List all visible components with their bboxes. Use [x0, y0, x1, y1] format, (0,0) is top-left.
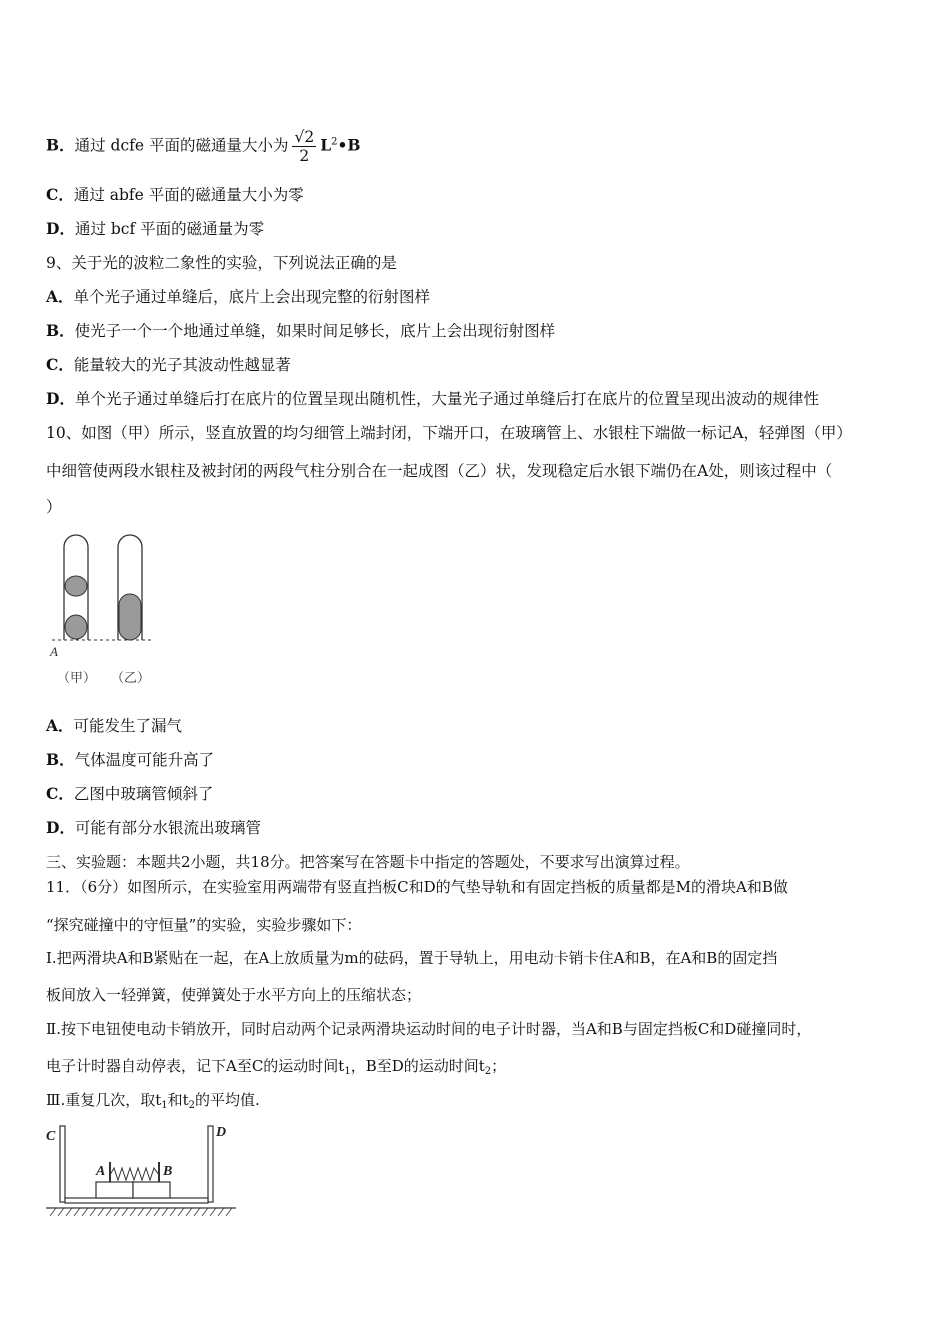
label-d: D — [216, 1125, 227, 1140]
fraction-sqrt2-over-2: $\frac{√2}{2}$ — [294, 128, 315, 165]
q11-step1-line2: 板间放入一轻弹簧，使弹簧处于水平方向上的压缩状态； — [46, 986, 422, 1004]
q10-stem-line1: 10、如图（甲）所示，竖直放置的均匀细管上端封闭，下端开口，在玻璃管上、水银柱下端做一标记A，轻弹图（甲） — [46, 424, 852, 442]
label-b-slider: B — [163, 1164, 173, 1179]
mercury-column-lower — [65, 615, 87, 639]
q10-option-a: A．可能发生了漏气 — [46, 716, 183, 735]
mercury-column-upper — [65, 576, 87, 596]
q11-step3: Ⅲ.重复几次，取$t_1$和$t_2$的平均值. — [46, 1091, 260, 1111]
baffle-c — [60, 1126, 65, 1202]
ground-hatch — [50, 1208, 232, 1216]
q10-stem-line2: 中细管使两段水银柱及被封闭的两段气柱分别合在一起成图（乙）状，发现稳定后水银下端仍在A处，则该过程中（ — [46, 462, 833, 480]
q9-stem: 9、关于光的波粒二象性的实验，下列说法正确的是 — [46, 254, 397, 272]
mercury-column-merged — [119, 594, 141, 640]
label-a-slider: A — [96, 1164, 106, 1179]
q10-option-b: B．气体温度可能升高了 — [46, 750, 215, 769]
label-c: C — [46, 1129, 56, 1144]
q9-option-a: A．单个光子通过单缝后，底片上会出现完整的衍射图样 — [46, 287, 431, 306]
q11-step1-line1: Ⅰ.把两滑块A和B紧贴在一起，在A上放质量为m的砝码，置于导轨上，用电动卡销卡住A和B，在A和B的固定挡 — [46, 949, 778, 967]
q10-option-d: D．可能有部分水银流出玻璃管 — [46, 818, 261, 837]
option-label: B． — [46, 135, 75, 155]
q8-option-d: D．通过 bcf 平面的磁通量为零 — [46, 219, 265, 238]
q11-step2-line1: Ⅱ.按下电钮使电动卡销放开，同时启动两个记录两滑块运动时间的电子计时器，当A和B与固定挡板C和D碰撞同时， — [46, 1020, 812, 1038]
spring — [110, 1168, 159, 1180]
q8-option-c: C．通过 abfe 平面的磁通量大小为零 — [46, 185, 304, 204]
caption-jia: （甲） — [57, 671, 97, 686]
section3-heading: 三、实验题：本题共2小题，共18分。把答案写在答题卡中指定的答题处，不要求写出演算过程。 — [46, 853, 690, 871]
baffle-d — [208, 1126, 213, 1202]
caption-yi: （乙） — [111, 671, 151, 686]
q10-stem-line3: ） — [46, 498, 62, 516]
air-track — [65, 1198, 208, 1203]
q9-option-d: D．单个光子通过单缝后打在底片的位置呈现出随机性，大量光子通过单缝后打在底片的位置呈现出波动的规律性 — [46, 389, 819, 408]
q11-air-track-figure — [44, 1120, 239, 1220]
slider-a — [96, 1182, 133, 1198]
option-text: 通过 dcfe 平面的磁通量大小为 — [74, 136, 289, 155]
q11-step2-line2: 电子计时器自动停表，记下A至C的运动时间$t_1$，B至D的运动时间$t_2$； — [46, 1057, 507, 1077]
label-a: A — [50, 644, 58, 659]
q9-option-b: B．使光子一个一个地通过单缝，如果时间足够长，底片上会出现衍射图样 — [46, 321, 556, 340]
q8-option-b: B．通过 dcfe 平面的磁通量大小为 $\frac{√2}{2}$ $L^2•B$ — [46, 128, 361, 165]
q11-line1: 11．（6分）如图所示，在实验室用两端带有竖直挡板C和D的气垫导轨和有固定挡板的质量都是M的滑块A和B做 — [46, 878, 788, 896]
q9-option-c: C．能量较大的光子其波动性越显著 — [46, 355, 291, 374]
q11-line2: “探究碰撞中的守恒量”的实验，实验步骤如下： — [46, 916, 362, 934]
q10-tube-figure — [44, 532, 174, 692]
q10-option-c: C．乙图中玻璃管倾斜了 — [46, 784, 214, 803]
slider-b — [133, 1182, 170, 1198]
